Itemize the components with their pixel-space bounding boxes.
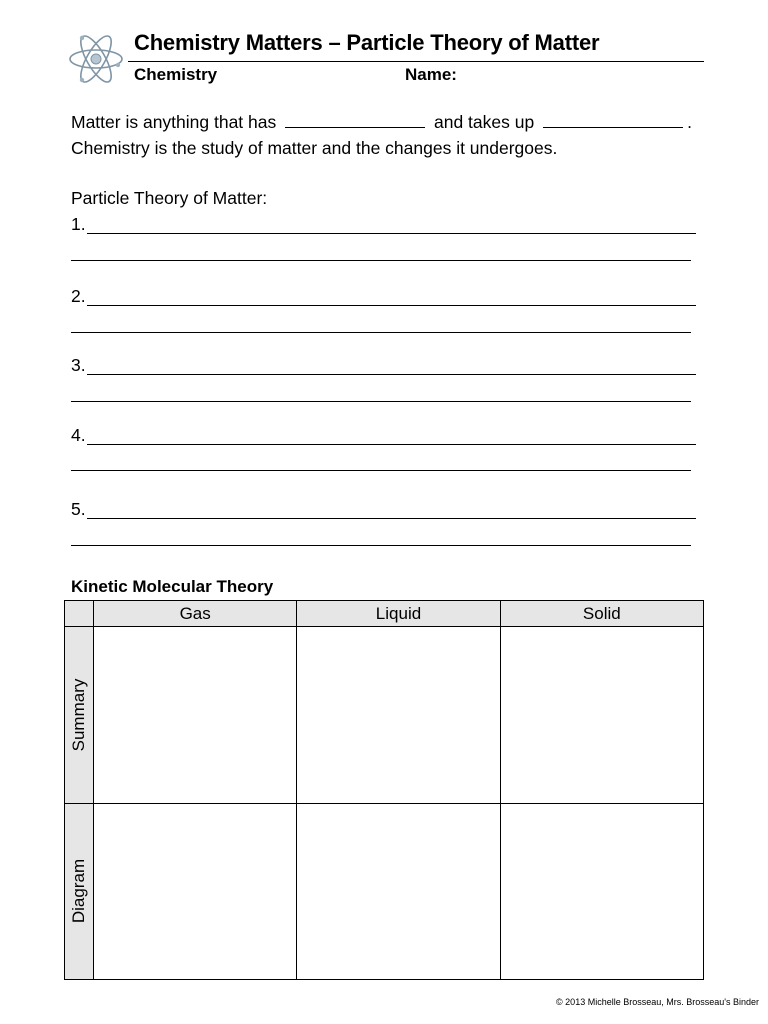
item-number: 3. (71, 355, 86, 375)
summary-liquid-cell[interactable] (297, 627, 500, 804)
item-number: 5. (71, 499, 86, 519)
answer-line[interactable] (87, 233, 696, 234)
name-field-label: Name: (405, 65, 457, 84)
chemistry-definition: Chemistry is the study of matter and the changes it undergoes. (71, 138, 558, 158)
atom-icon (68, 28, 124, 90)
row-header-diagram-label: Diagram (69, 859, 88, 924)
item-number: 2. (71, 286, 86, 306)
matter-definition (71, 112, 692, 133)
matter-definition-part1: Matter is anything that has (71, 112, 277, 132)
column-header-liquid: Liquid (297, 601, 500, 627)
matter-blank-1[interactable] (285, 126, 425, 128)
table-corner (65, 601, 94, 627)
item-number: 4. (71, 425, 86, 445)
answer-line[interactable] (87, 444, 696, 445)
particle-theory-heading: Particle Theory of Matter: (71, 188, 268, 208)
summary-solid-cell[interactable] (500, 627, 703, 804)
answer-line[interactable] (87, 305, 696, 306)
summary-gas-cell[interactable] (94, 627, 297, 804)
answer-line[interactable] (71, 332, 691, 333)
answer-line[interactable] (71, 545, 691, 546)
column-header-gas: Gas (94, 601, 297, 627)
page-title: Chemistry Matters – Particle Theory of Matter (134, 30, 600, 55)
kmt-heading: Kinetic Molecular Theory (71, 577, 274, 596)
answer-line[interactable] (71, 401, 691, 402)
row-header-summary-label: Summary (69, 678, 88, 752)
row-header-summary (65, 627, 94, 804)
kmt-table (64, 600, 704, 980)
copyright-footer: © 2013 Michelle Brosseau, Mrs. Brosseau's Binder (556, 997, 759, 1007)
answer-line[interactable] (87, 518, 696, 519)
diagram-liquid-cell[interactable] (297, 803, 500, 980)
answer-line[interactable] (87, 374, 696, 375)
subject-label: Chemistry (134, 65, 218, 84)
diagram-solid-cell[interactable] (500, 803, 703, 980)
matter-blank-2[interactable] (543, 126, 683, 128)
matter-definition-end: . (687, 112, 692, 132)
answer-line[interactable] (71, 470, 691, 471)
column-header-solid: Solid (500, 601, 703, 627)
title-divider (128, 61, 704, 62)
diagram-gas-cell[interactable] (94, 803, 297, 980)
matter-definition-part2: and takes up (434, 112, 535, 132)
row-header-diagram (65, 803, 94, 980)
answer-line[interactable] (71, 260, 691, 261)
item-number: 1. (71, 214, 86, 234)
